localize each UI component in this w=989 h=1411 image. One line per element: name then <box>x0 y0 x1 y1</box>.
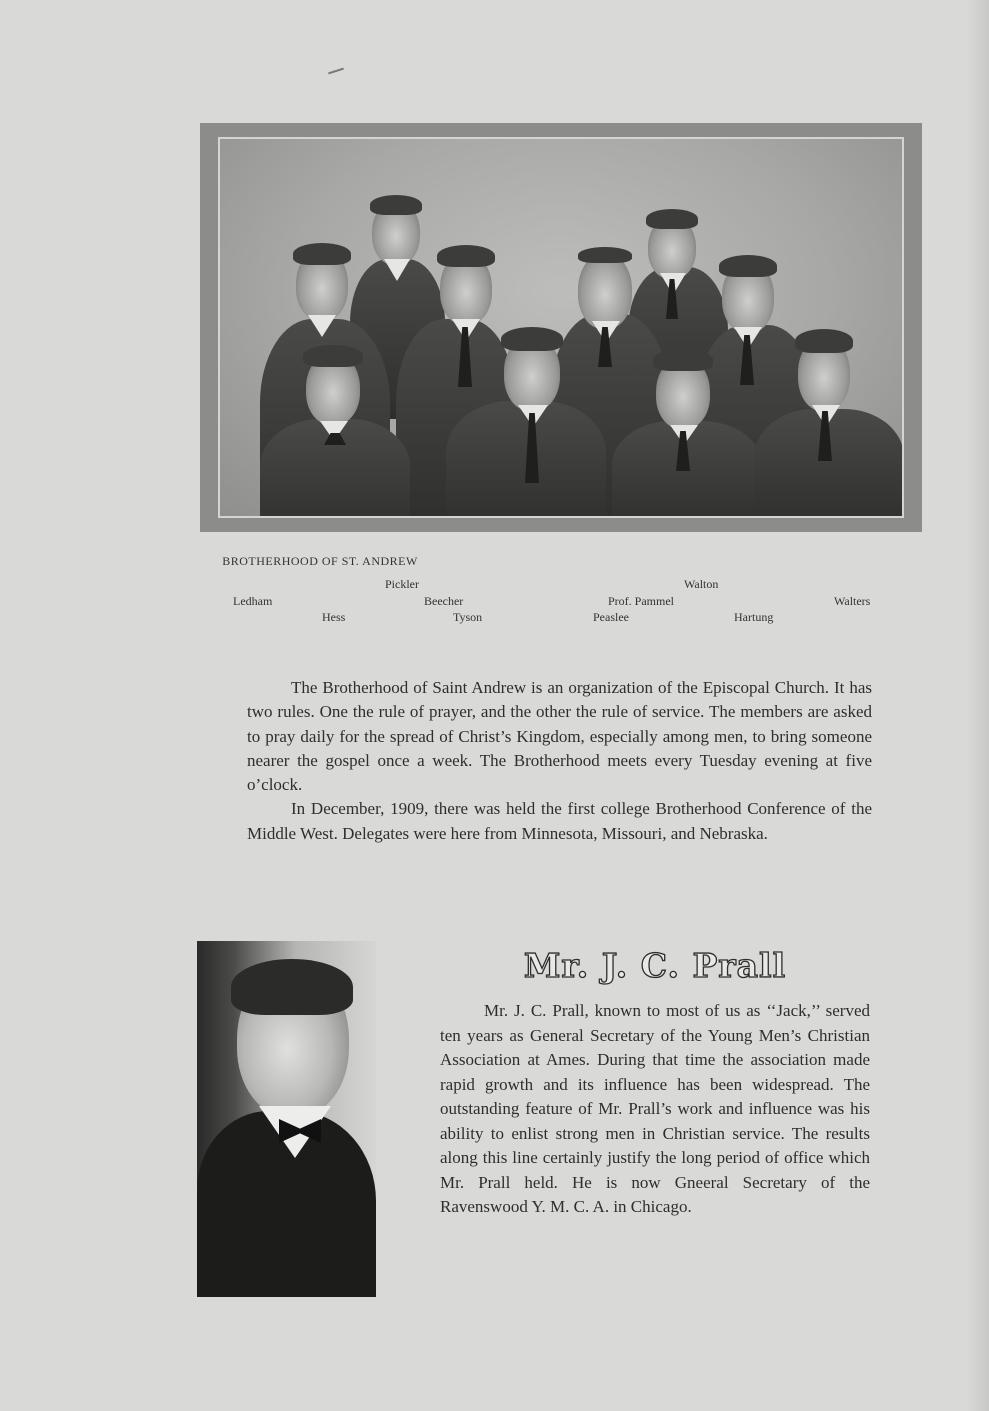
caption-name-tyson: Tyson <box>453 610 483 624</box>
prall-portrait <box>197 941 376 1297</box>
group-photo-image <box>218 137 904 518</box>
paper-speck <box>328 68 344 75</box>
group-photo-caption: BROTHERHOOD OF ST. ANDREW <box>222 554 418 568</box>
article-paragraph: The Brotherhood of Saint Andrew is an organization of the Episcopal Church. It has two rules. One the rule of prayer, and the other the rule of service. The members are asked to pray daily for the spread of Christ’s Kingdom, especially among men, to bring someone nearer the gospel once a week. The Brotherhood meets every Tuesday evening at five o’clock. <box>247 678 872 795</box>
caption-name-ledham: Ledham <box>233 594 273 608</box>
caption-name-walton: Walton <box>684 577 719 591</box>
caption-name-beecher: Beecher <box>424 594 464 608</box>
prall-biography: Mr. J. C. Prall, known to most of us as ‘‘Jack,’’ served ten years as General Secretary of the Young Men’s Christian Association at Ames. During that time the association made rapid growth and its influence has been widespread. The outstanding feature of Mr. Prall’s work and influence was his ability to enlist strong men in Christian service. The results along this line certainly justify the long period of office which Mr. Prall held. He is now Gneeral Secretary of the Ravenswood Y. M. C. A. in Chicago. <box>440 1001 870 1216</box>
article-paragraph: In December, 1909, there was held the first college Brotherhood Conference of the Middle West. Delegates were here from Minnesota, Missouri, and Nebraska. <box>247 799 872 843</box>
group-photo <box>200 123 922 532</box>
caption-name-hartung: Hartung <box>734 610 774 624</box>
caption-name-walters: Walters <box>834 594 871 608</box>
caption-name-prof-pammel: Prof. Pammel <box>608 594 674 608</box>
caption-name-peaslee: Peaslee <box>593 610 629 624</box>
prall-heading: Mr. J. C. Prall <box>523 946 787 985</box>
brotherhood-article <box>247 676 872 846</box>
caption-name-hess: Hess <box>322 610 346 624</box>
caption-name-pickler: Pickler <box>385 577 419 591</box>
page-edge-shadow <box>967 0 989 1411</box>
